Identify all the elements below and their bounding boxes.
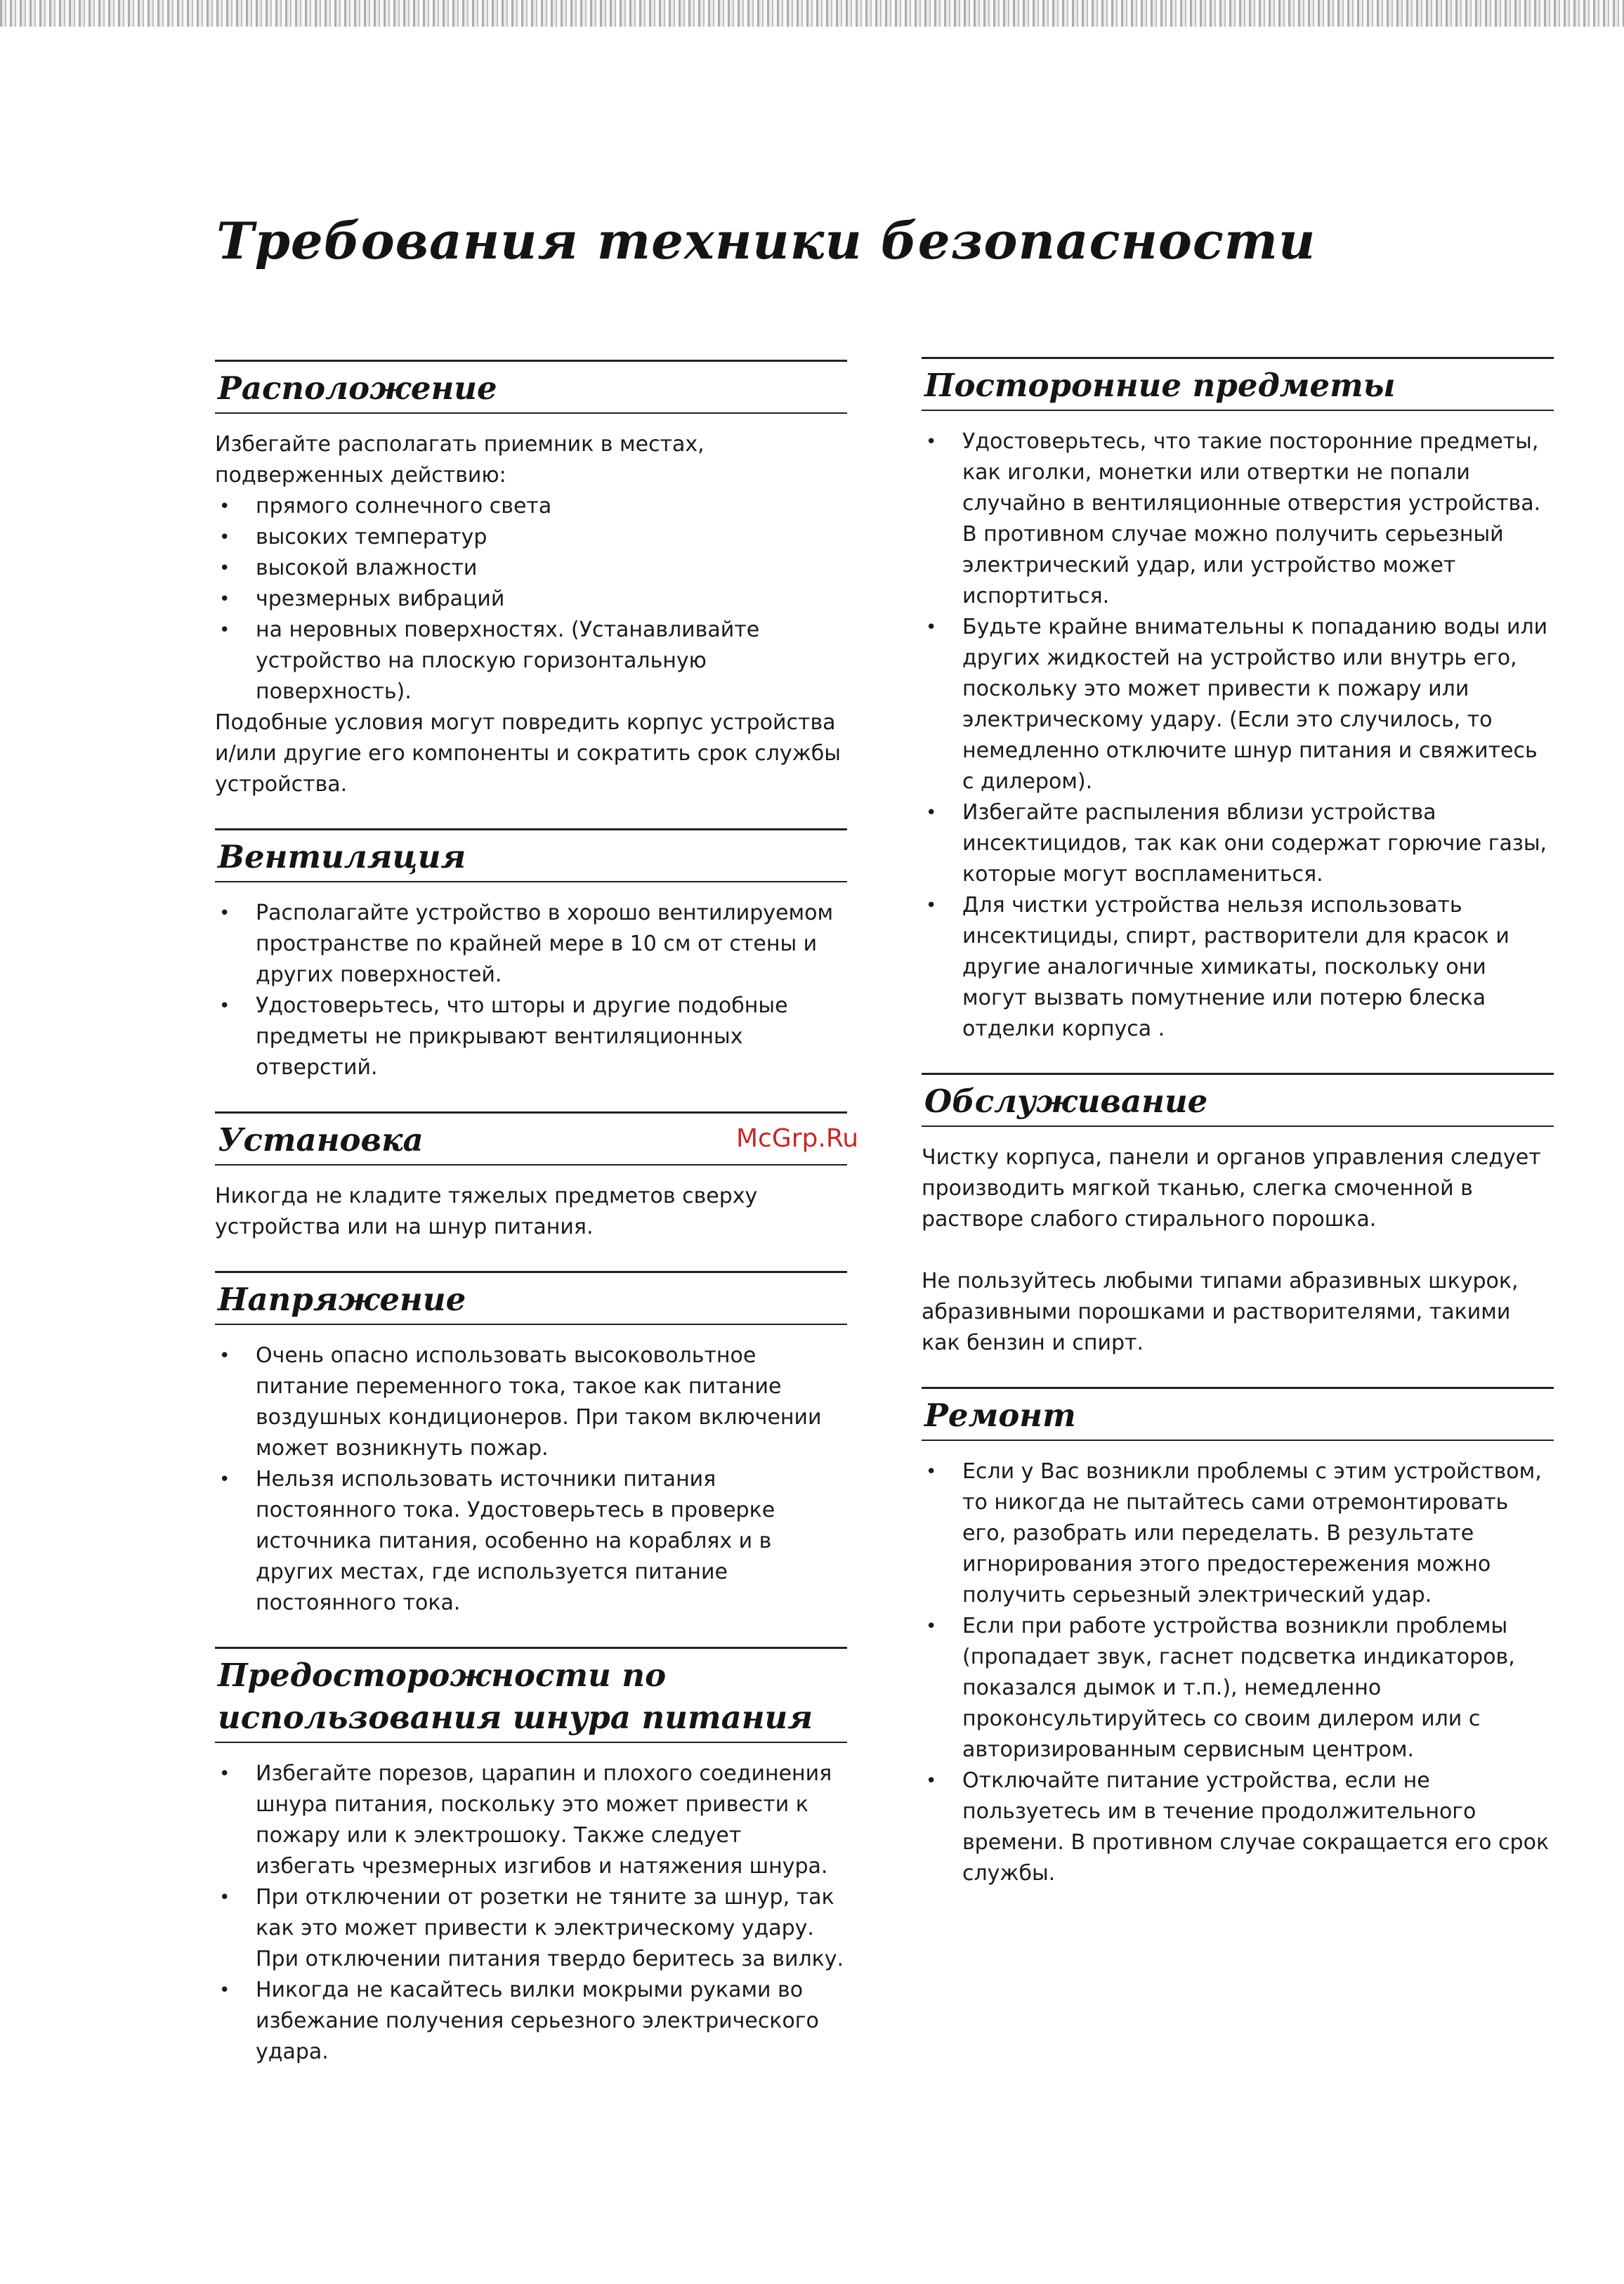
placement-list — [215, 491, 847, 707]
placement-intro: Избегайте располагать приемник в местах, подверженных действию: — [215, 432, 705, 488]
section-heading: Расположение — [218, 370, 497, 407]
list-item: • Будьте крайне внимательны к попаданию воды или других жидкостей на устройство или внутрь его, поскольку это может привести к пожару или электрическому удару. (Если это случилось, то немедленно отключите шнур питания и свяжитесь с дилером). — [922, 612, 1554, 797]
section-heading: Обслуживание — [924, 1083, 1208, 1120]
left-column — [215, 360, 847, 2096]
list-item: • Нельзя использовать источники питания постоянного тока. Удостоверьтесь в проверке источника питания, особенно на кораблях и в других местах, где используется питание постоянного тока. — [215, 1464, 847, 1619]
service-text-1: Чистку корпуса, панели и органов управления следует производить мягкой тканью, слегка смоченной в растворе слабого стирального порошка. — [922, 1145, 1541, 1232]
section-placement — [215, 360, 847, 800]
list-item: • Удостоверьтесь, что такие посторонние предметы, как иголки, монетки или отвертки не попали случайно в вентиляционные отверстия устройства. В противном случае можно получить серьезный электрический удар, или устройство может испортиться. — [922, 426, 1554, 612]
list-item: • высокой влажности — [215, 553, 847, 584]
list-item: • Отключайте питание устройства, если не пользуетесь им в течение продолжительного времени. В противном случае сокращается его срок службы. — [922, 1766, 1554, 1889]
section-voltage — [215, 1271, 847, 1619]
list-item: • Для чистки устройства нельзя использовать инсектициды, спирт, растворители для красок и другие аналогичные химикаты, поскольку они могут вызвать помутнение или потерю блеска отделки корпуса . — [922, 890, 1554, 1045]
list-item: • высоких температур — [215, 522, 847, 553]
watermark: McGrp.Ru — [736, 1124, 859, 1153]
list-item: • Избегайте распыления вблизи устройства инсектицидов, так как они содержат горючие газы, которые могут воспламениться. — [922, 797, 1554, 890]
list-item: • При отключении от розетки не тяните за шнур, так как это может привести к электрическому удару. При отключении питания твердо беритесь за вилку. — [215, 1882, 847, 1975]
section-ventilation — [215, 828, 847, 1083]
ventilation-list — [215, 898, 847, 1083]
list-item: • прямого солнечного света — [215, 491, 847, 522]
cord-list — [215, 1758, 847, 2068]
section-foreign-objects — [922, 357, 1554, 1045]
list-item: • Если при работе устройства возникли проблемы (пропадает звук, гаснет подсветка индикаторов, показался дымок и т.п.), немедленно проконсультируйтесь со своим дилером или с авторизированным сервисным центром. — [922, 1611, 1554, 1766]
installation-text: Никогда не кладите тяжелых предметов сверху устройства или на шнур питания. — [215, 1184, 758, 1239]
section-heading: Посторонние предметы — [924, 367, 1396, 404]
section-heading: Вентиляция — [218, 838, 466, 875]
section-heading: Ремонт — [924, 1397, 1076, 1434]
page-title: Требования техники безопасности — [216, 211, 1316, 270]
list-item: • Избегайте порезов, царапин и плохого соединения шнура питания, поскольку это может привести к пожару или к электрошоку. Также следует избегать чрезмерных изгибов и натяжения шнура. — [215, 1758, 847, 1882]
voltage-list — [215, 1340, 847, 1619]
list-item: • Если у Вас возникли проблемы с этим устройством, то никогда не пытайтесь сами отремонтировать его, разобрать или переделать. В результате игнорирования этого предостережения можно получить серьезный электрический удар. — [922, 1456, 1554, 1611]
section-header — [922, 1073, 1554, 1127]
section-header — [922, 1387, 1554, 1441]
list-item: • чрезмерных вибраций — [215, 584, 847, 615]
repair-list — [922, 1456, 1554, 1889]
service-text-2: Не пользуйтесь любыми типами абразивных шкурок, абразивными порошками и растворителями, такими как бензин и спирт. — [922, 1269, 1519, 1355]
section-header — [215, 1271, 847, 1325]
section-heading: Установка — [218, 1121, 424, 1159]
foreign-list — [922, 426, 1554, 1045]
section-heading-line2: использования шнура питания — [218, 1699, 813, 1736]
section-header — [215, 1647, 847, 1743]
scan-artifact-strip — [0, 0, 1624, 27]
right-column — [922, 357, 1554, 1917]
list-item: • Располагайте устройство в хорошо вентилируемом пространстве по крайней мере в 10 см от стены и других поверхностей. — [215, 898, 847, 991]
list-item: • на неровных поверхностях. (Устанавливайте устройство на плоскую горизонтальную поверхность). — [215, 615, 847, 707]
section-service — [922, 1073, 1554, 1359]
placement-outro: Подобные условия могут повредить корпус устройства и/или другие его компоненты и сократить срок службы устройства. — [215, 710, 841, 797]
section-header — [215, 828, 847, 882]
section-heading-line1: Предосторожности по — [218, 1657, 667, 1694]
section-repair — [922, 1387, 1554, 1889]
list-item: • Очень опасно использовать высоковольтное питание переменного тока, такое как питание воздушных кондиционеров. При таком включении может возникнуть пожар. — [215, 1340, 847, 1464]
list-item: • Никогда не касайтесь вилки мокрыми руками во избежание получения серьезного электрического удара. — [215, 1975, 847, 2068]
section-installation — [215, 1111, 847, 1243]
section-header — [922, 357, 1554, 411]
section-header — [215, 1111, 847, 1166]
list-item: • Удостоверьтесь, что шторы и другие подобные предметы не прикрывают вентиляционных отверстий. — [215, 991, 847, 1083]
section-heading: Напряжение — [218, 1281, 466, 1318]
section-header — [215, 360, 847, 414]
section-power-cord — [215, 1647, 847, 2068]
